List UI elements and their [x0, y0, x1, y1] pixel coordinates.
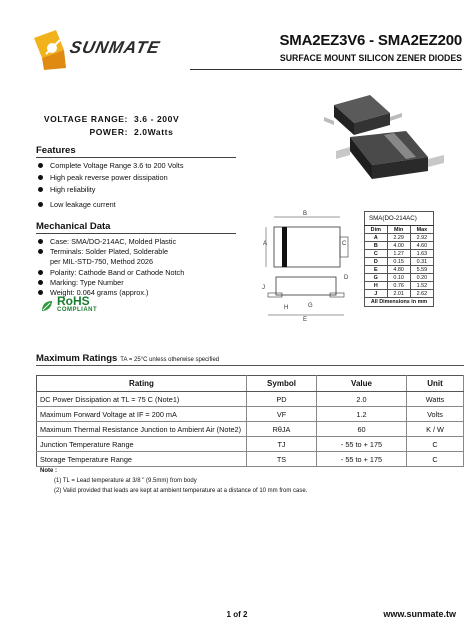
- voltage-range-row: [36, 113, 179, 126]
- list-item: Case: SMA/DO-214AC, Molded Plastic: [38, 237, 184, 247]
- dim-label-b: B: [303, 211, 308, 217]
- list-item: per MIL-STD-750, Method 2026: [50, 257, 154, 267]
- list-item: Low leakage current: [38, 200, 183, 210]
- table-row: G 0.10 0.20: [365, 274, 434, 282]
- summary-ratings: [36, 113, 179, 139]
- leaf-icon: [40, 299, 54, 313]
- package-outline-drawing: [258, 205, 366, 325]
- mechanical-heading: Mechanical Data: [36, 221, 236, 234]
- list-item: Terminals: Solder Plated, Solderable: [38, 247, 184, 257]
- features-heading: Features: [36, 145, 236, 158]
- dim-label-g: G: [308, 303, 313, 309]
- list-item: Polarity: Cathode Band or Cathode Notch: [38, 268, 184, 278]
- power-label: POWER:: [89, 127, 128, 137]
- dim-label-e: E: [303, 317, 308, 323]
- table-row: Junction Temperature Range TJ - 55 to + 175 C: [37, 437, 464, 452]
- table-row: J 2.01 2.62: [365, 290, 434, 298]
- title-divider: [190, 69, 462, 70]
- bullet-icon: [38, 249, 43, 254]
- mechanical-list: [38, 237, 184, 298]
- dim-label-c: C: [342, 241, 347, 247]
- brand-name: SUNMATE: [68, 38, 162, 57]
- list-item: Marking: Type Number: [38, 278, 184, 288]
- features-list: [38, 161, 183, 210]
- table-header-row: Dim Min Max: [365, 226, 434, 234]
- bullet-icon: [38, 239, 43, 244]
- table-row: Maximum Forward Voltage at IF = 200 mA VF 1.2 Volts: [37, 407, 464, 422]
- table-row: C 1.27 1.63: [365, 250, 434, 258]
- dimensions-table: [364, 211, 434, 307]
- table-row: H 0.76 1.52: [365, 282, 434, 290]
- page-number: 1 of 2: [226, 610, 248, 619]
- voltage-range-label: VOLTAGE RANGE:: [43, 114, 128, 124]
- dim-label-j: J: [262, 285, 265, 291]
- website-link[interactable]: www.sunmate.tw: [383, 609, 456, 619]
- table-header-row: Rating Symbol Value Unit: [37, 376, 464, 392]
- table-row: Maximum Thermal Resistance Junction to Ambient Air (Note2) RθJA 60 K / W: [37, 422, 464, 437]
- rohs-badge: [40, 294, 98, 315]
- bullet-icon: [38, 290, 43, 295]
- max-ratings-table: [36, 375, 464, 467]
- table-row: D 0.15 0.31: [365, 258, 434, 266]
- bullet-icon: [38, 163, 43, 168]
- table-row: A 2.29 2.92: [365, 234, 434, 242]
- table-row: B 4.00 4.60: [365, 242, 434, 250]
- bullet-icon: [38, 270, 43, 275]
- dim-label-h: H: [284, 305, 289, 311]
- component-photo: [310, 95, 460, 205]
- rohs-compliant-label: COMPLIANT: [57, 307, 98, 313]
- table-row: E 4.80 5.59: [365, 266, 434, 274]
- note-item: (1) TL = Lead temperature at 3/8 " (9.5mm) from body: [54, 478, 197, 484]
- page-subtitle: SURFACE MOUNT SILICON ZENER DIODES: [279, 53, 462, 64]
- bullet-icon: [38, 187, 43, 192]
- max-ratings-condition: TA = 25°C unless otherwise specified: [120, 357, 220, 363]
- list-item: High peak reverse power dissipation: [38, 173, 183, 183]
- table-row: Storage Temperature Range TS - 55 to + 175 C: [37, 452, 464, 467]
- notes-section: [40, 466, 307, 496]
- bullet-icon: [38, 175, 43, 180]
- dim-label-a: A: [263, 241, 268, 247]
- power-value: 2.0Watts: [134, 127, 174, 137]
- dim-label-d: D: [344, 275, 349, 281]
- list-item: High reliability: [38, 185, 183, 195]
- max-ratings-heading: Maximum Ratings TA = 25°C unless otherwise specified: [36, 353, 464, 366]
- voltage-range-value: 3.6 - 200V: [134, 114, 180, 124]
- list-item: Complete Voltage Range 3.6 to 200 Volts: [38, 161, 183, 171]
- bullet-icon: [38, 280, 43, 285]
- rohs-label: RoHS: [57, 294, 90, 308]
- table-row: DC Power Dissipation at TL = 75 C (Note1) PD 2.0 Watts: [37, 392, 464, 407]
- list-item: Weight: 0.064 grams (approx.): [38, 288, 184, 298]
- dimensions-caption: SMA(DO-214AC): [365, 212, 434, 226]
- page-title: SMA2EZ3V6 - SMA2EZ200: [279, 32, 462, 49]
- notes-title: Note :: [40, 468, 57, 474]
- dimensions-footer: All Dimensions in mm: [365, 298, 434, 307]
- bullet-icon: [38, 202, 43, 207]
- power-row: [36, 126, 179, 139]
- note-item: (2) Valid provided that leads are kept at ambient temperature at a distance of 10 mm from case.: [54, 488, 308, 494]
